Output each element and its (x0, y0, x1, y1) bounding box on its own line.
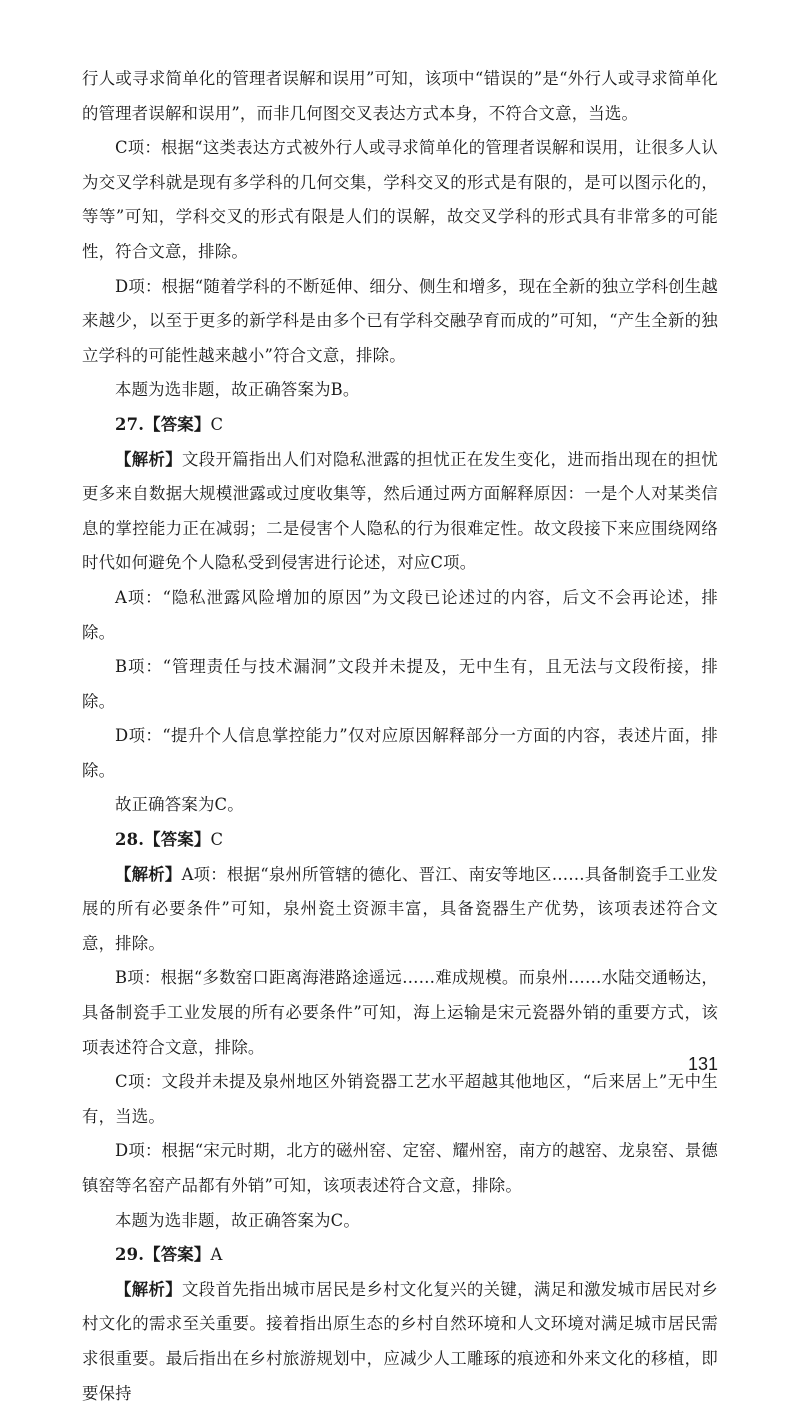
paragraph (82, 62, 718, 131)
paragraph (82, 788, 718, 823)
paragraph-text: D项：根据“随着学科的不断延伸、细分、侧生和增多，现在全新的独立学科创生越来越少，以至于更多的新学科是由多个已有学科交融孕育而成的”可知，“产生全新的独立学科的可能性越来越小”符合文意，排除。 (82, 276, 718, 365)
paragraph-text: C项：文段并未提及泉州地区外销瓷器工艺水平超越其他地区，“后来居上”无中生有，当选。 (82, 1072, 718, 1126)
answer-label: 27.【答案】 (115, 414, 211, 434)
paragraph (82, 443, 718, 581)
paragraph-text: A (210, 1245, 223, 1265)
paragraph-text: B项：根据“多数窑口距离海港路途遥远……难成规模。而泉州……水陆交通畅达，具备制瓷手工业发展的所有必要条件”可知，海上运输是宋元瓷器外销的重要方式，该项表述符合文意，排除。 (82, 968, 718, 1057)
paragraph-text: 本题为选非题，故正确答案为C。 (115, 1210, 361, 1230)
paragraph (82, 131, 718, 269)
paragraph-text: C (210, 830, 224, 850)
paragraph-text: 文段首先指出城市居民是乡村文化复兴的关键，满足和激发城市居民对乡村文化的需求至关重要。接着指出原生态的乡村自然环境和人文环境对满足城市居民需求很重要。最后指出在乡村旅游规划中，应减少人工雕琢的痕迹和外来文化的移植，即要保持 (82, 1279, 718, 1403)
answer-label: 28.【答案】 (115, 830, 211, 850)
answer-label: 29.【答案】 (115, 1245, 211, 1265)
paragraph-text: 故正确答案为C。 (115, 795, 244, 815)
paragraph-text: B项：“管理责任与技术漏洞”文段并未提及，无中生有，且无法与文段衔接，排除。 (82, 657, 718, 711)
paragraph-text: A项：根据“泉州所管辖的德化、晋江、南安等地区……具备制瓷手工业发展的所有必要条件”可知，泉州瓷土资源丰富，具备瓷器生产优势，该项表述符合文意，排除。 (82, 864, 718, 953)
paragraph-text: 行人或寻求简单化的管理者误解和误用”可知，该项中“错误的”是“外行人或寻求简单化的管理者误解和误用”，而非几何图交叉表达方式本身，不符合文意，当选。 (82, 69, 718, 123)
page-number: 131 (687, 1054, 718, 1074)
paragraph-text: 文段开篇指出人们对隐私泄露的担忧正在发生变化，进而指出现在的担忧更多来自数据大规模泄露或过度收集等，然后通过两方面解释原因：一是个人对某类信息的掌控能力正在减弱；二是侵害个人隐私的行为很难定性。故文段接下来应围绕网络时代如何避免个人隐私受到侵害进行论述，对应C项。 (82, 449, 718, 573)
paragraph (82, 1065, 718, 1134)
paragraph (82, 1204, 718, 1239)
paragraph-text: C项：根据“这类表达方式被外行人或寻求简单化的管理者误解和误用，让很多人认为交叉学科就是现有多学科的几何交集，学科交叉的形式是有限的，是可以图示化的，等等”可知，学科交叉的形式有限是人们的误解，故交叉学科的形式具有非常多的可能性，符合文意，排除。 (82, 138, 718, 261)
paragraph (82, 373, 718, 408)
paragraph-text: D项：根据“宋元时期，北方的磁州窑、定窑、耀州窑，南方的越窑、龙泉窑、景德镇窑等名窑产品都有外销”可知，该项表述符合文意，排除。 (82, 1141, 718, 1195)
paragraph-text: D项：“提升个人信息掌控能力”仅对应原因解释部分一方面的内容，表述片面，排除。 (82, 726, 718, 780)
paragraph-text: A项：“隐私泄露风险增加的原因”为文段已论述过的内容，后文不会再论述，排除。 (82, 587, 718, 642)
body-text (82, 62, 718, 1411)
paragraph (82, 270, 718, 374)
paragraph (82, 823, 718, 858)
answer-label: 【解析】 (115, 864, 182, 884)
paragraph-text: 本题为选非题，故正确答案为B。 (115, 380, 360, 400)
paragraph (82, 719, 718, 788)
answer-label: 【解析】 (115, 1279, 183, 1299)
answer-label: 【解析】 (115, 449, 183, 469)
paragraph (82, 1273, 718, 1411)
paragraph (82, 1238, 718, 1273)
paragraph (82, 858, 718, 962)
paragraph (82, 650, 718, 719)
paragraph (82, 581, 718, 650)
paragraph (82, 1134, 718, 1203)
paragraph (82, 408, 718, 443)
paragraph (82, 961, 718, 1065)
paragraph-text: C (210, 414, 224, 434)
